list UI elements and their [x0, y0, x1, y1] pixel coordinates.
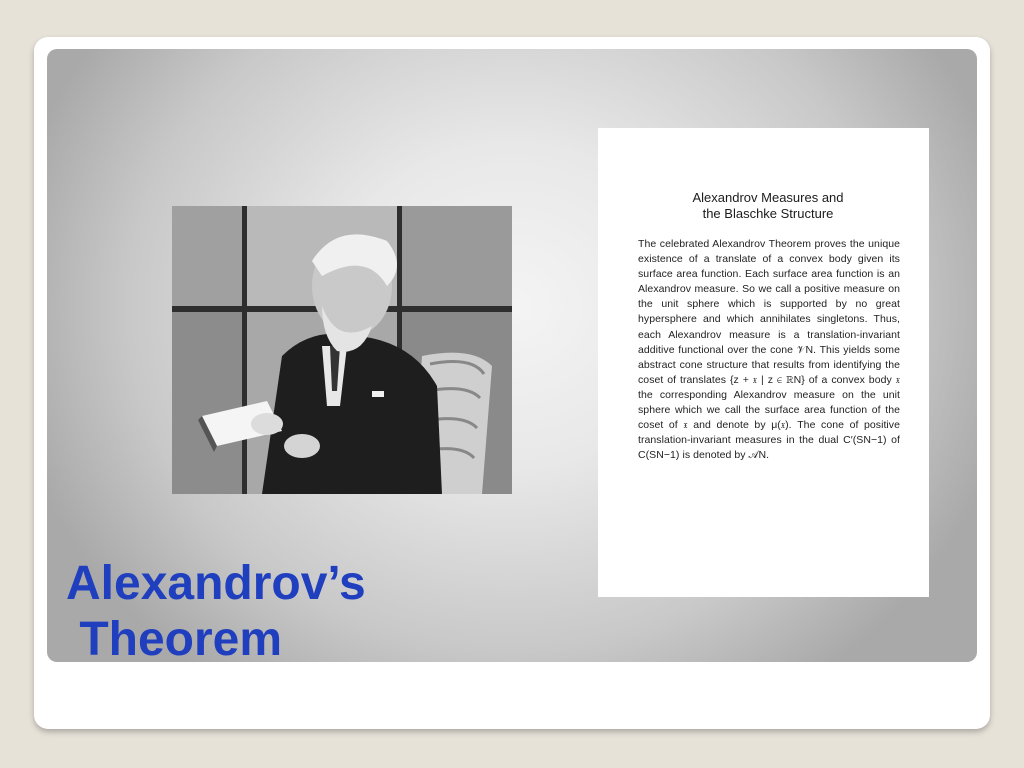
document-heading-line2: the Blaschke Structure — [702, 206, 834, 221]
document-heading — [638, 190, 898, 222]
slide-title — [66, 556, 366, 668]
portrait-photo-icon — [172, 206, 512, 494]
document-body-text: The celebrated Alexandrov Theorem proves the unique existence of a translate of a convex body given its surface area function. Each surface area function is an Alexandrov measure. So we call a positive measure on the unit sphere which is supported by no great hypersphere and which annihilates singletons. Thus, each Alexandrov measure is a translation-invariant additive functional over the cone 𝒱N. This yields some abstract cone structure that results from identifying the coset of translates {z + 𝔵 | z ∈ ℝN} of a convex body 𝔵 the corresponding Alexandrov measure on the unit sphere which we call the surface area function of the coset of 𝔵 and denote by μ(𝔵). The cone of positive translation-invariant measures in the dual C′(SN−1) of C(SN−1) is denoted by 𝒜N. — [638, 238, 900, 462]
document-page-image — [598, 128, 929, 597]
slide-title-line2: Theorem — [66, 613, 283, 666]
slide-title-line1: Alexandrov’s — [66, 557, 366, 610]
portrait-photo — [172, 206, 512, 494]
document-heading-line1: Alexandrov Measures and — [692, 190, 844, 205]
